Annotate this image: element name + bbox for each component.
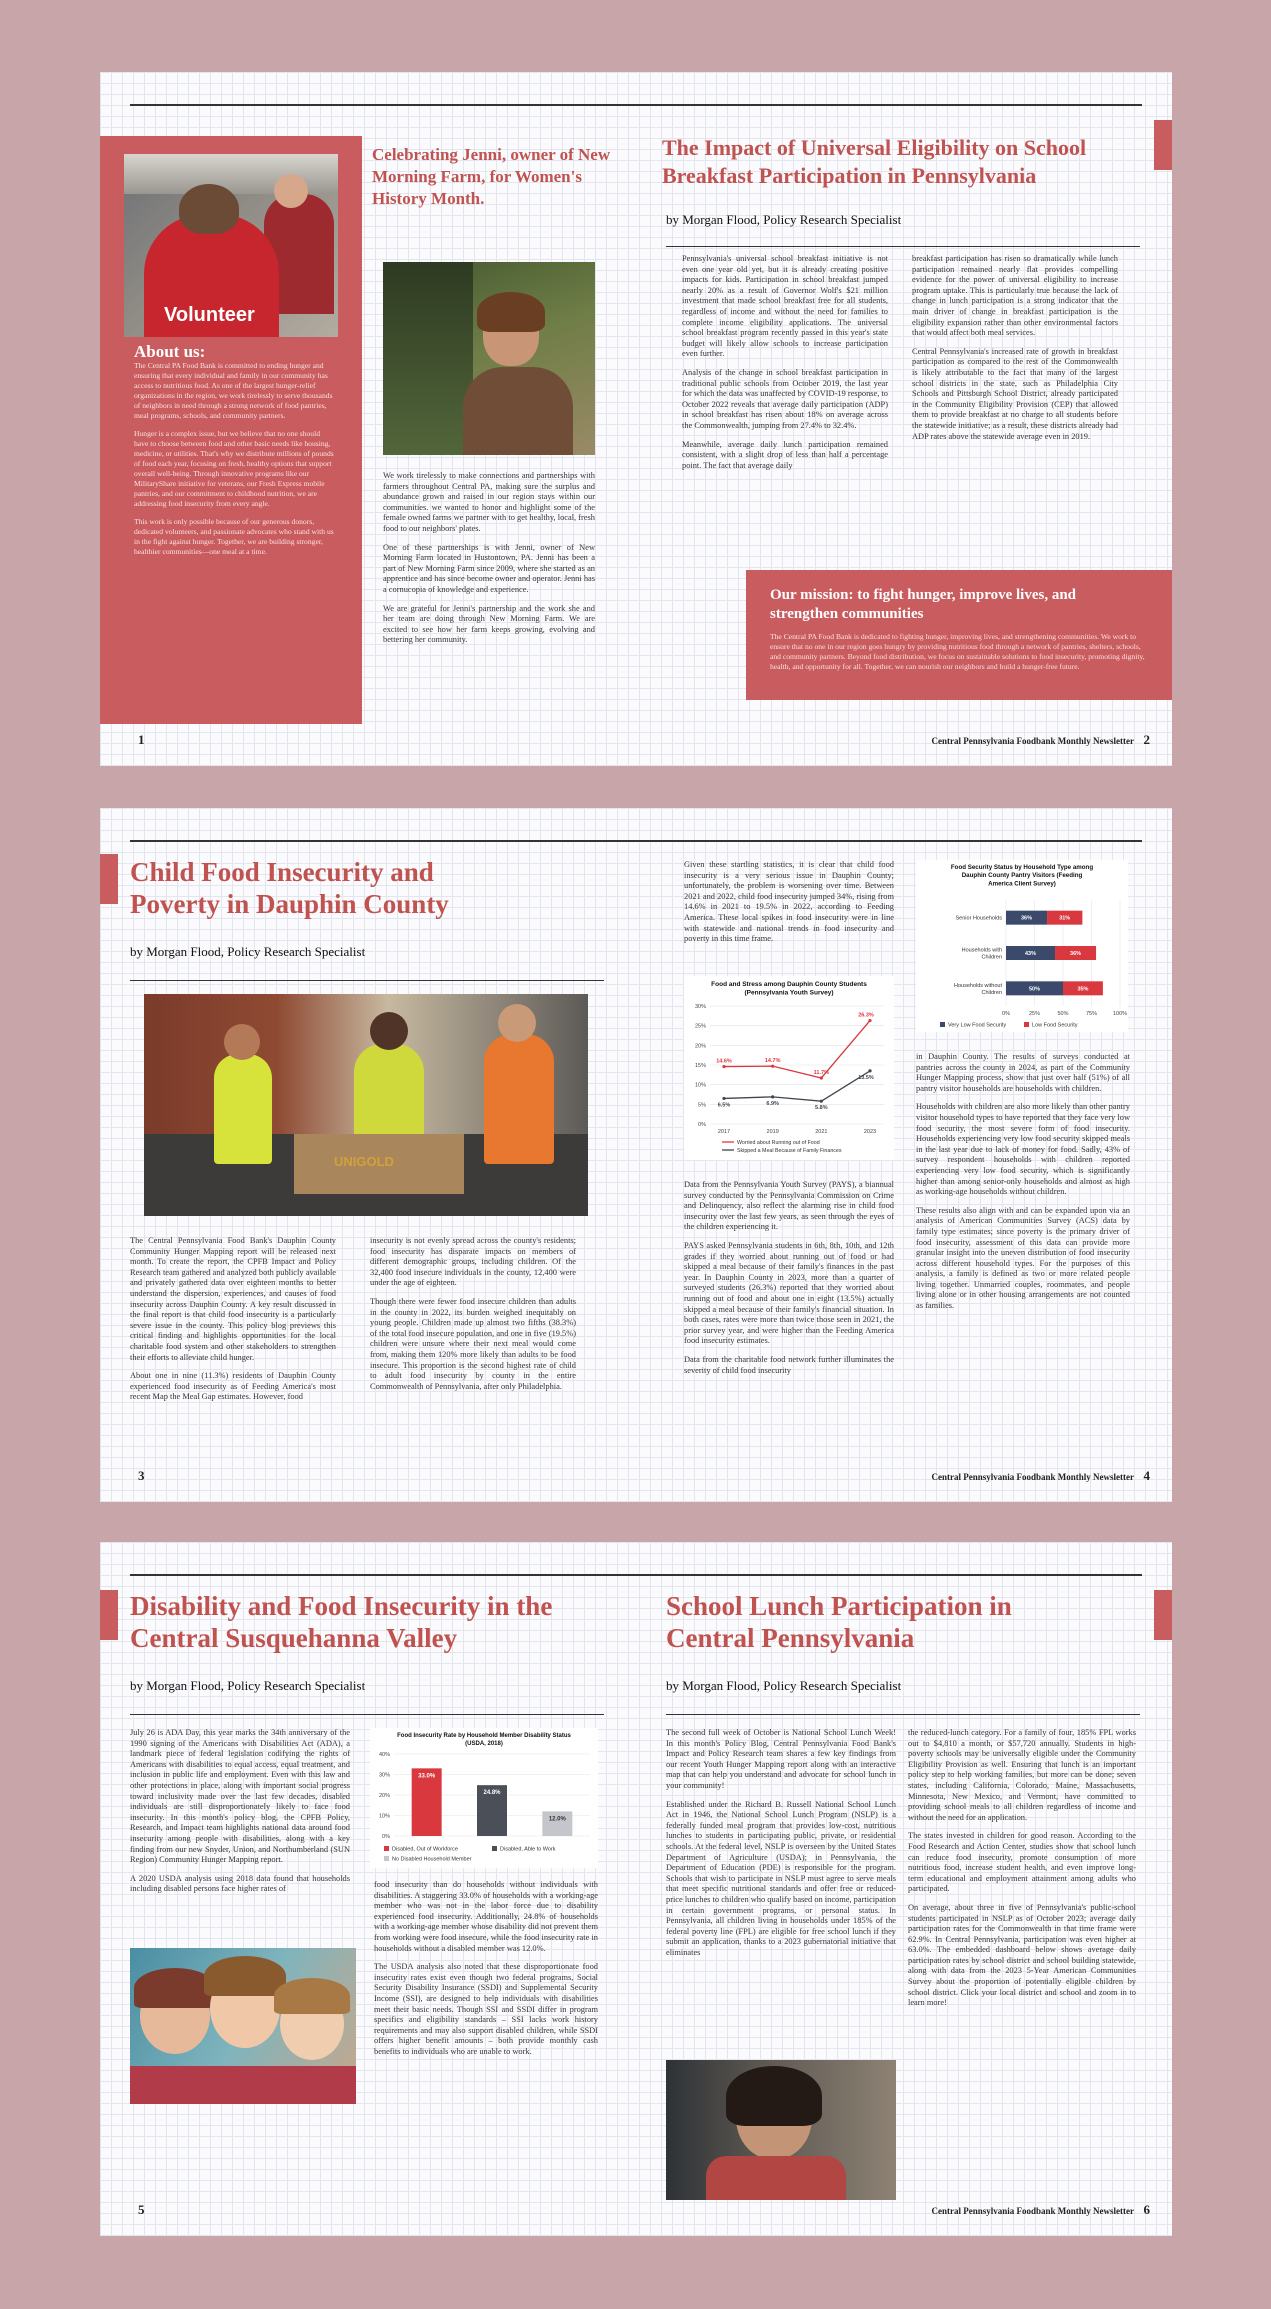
line-chart-x-tick: 2017 [717,1129,731,1135]
line-point [722,1097,725,1100]
about-paragraph-1: The Central PA Food Bank is committed to ending hunger and ensuring that every individual and family in our community has access to nutritious food. As one of the largest hunger-relief organizations in the region, we work tirelessly to serve thousands of neighbors in need through a strong network of food pantries, meal programs, schools, and community partners. [134,361,333,420]
line-chart-y-tick: 30% [694,1004,706,1010]
food-security-household-chart [916,860,1128,1032]
school-lunch-article-title: School Lunch Participation in Central Pennsylvania [666,1591,1012,1653]
newsletter-footer: Central Pennsylvania Foodbank Monthly Newsletter [931,736,1134,746]
line-series-2 [724,1071,870,1101]
vbar-y-tick: 20% [378,1793,390,1799]
col4-paragraph-3: These results also align with and can be expanded upon via an analysis of American Communities Survey (ACS) data by family type estimates; since poverty is the primary driver of food insecurity, assessment of this data can provide more granular insight into the uneven distribution of food insecurity across different household types. For the purposes of this analysis, a family is defined as two or more related people living together. Unmarried couples, roommates, and people living alone or in other housing arrangements are not counted as families. [916,1205,1130,1311]
jenni-heading: Celebrating Jenni, owner of New Morning Farm, for Women's History Month. [372,145,611,208]
vbar-legend-swatch [384,1846,389,1851]
about-heading: About us: [134,342,206,361]
red-tab-accent [1154,120,1172,170]
article-title: Child Food Insecurity and Poverty in Dauphin County [130,857,449,919]
vbar-bar [542,1811,572,1836]
hbar-category-label: Senior Households [955,915,1002,922]
stacked-bar-chart-svg [916,860,1128,1032]
mission-text: The Central PA Food Bank is dedicated to fighting hunger, improving lives, and strengthening communities. We work to ensure that no one in our region goes hungry by providing nutritious food through a network of pantries, shelters, schools, and community partners. Beyond food distribution, we focus on sustainable solutions to food insecurity, promoting dignity, health, and opportunity for all. Together, we can nourish our neighbors and build a hunger-free future. [770,632,1145,671]
article-byline: by Morgan Flood, Policy Research Specialist [130,944,366,959]
line-chart-y-tick: 0% [698,1122,706,1128]
article-col2-paragraph-1: breakfast participation has risen so dramatically while lunch participation remained nearly flat provides compelling evidence for the power of universal eligibility to increase program uptake. This is particularly true because the lack of change in lunch participation is a strong indicator that the main driver of change in breakfast participation is the eligibility expansion rather than other environmental factors that would affect both meal services. [912,254,1118,338]
hbar-category-label: Households without [953,982,1002,989]
hbar-x-tick: 0% [1002,1011,1010,1017]
line-point [820,1100,823,1103]
col3-paragraph-2: Data from the Pennsylvania Youth Survey (PAYS), a biannual survey conducted by the Pennsylvania Commission on Crime and Delinquency, also reflect the alarming rise in child food insecurity over the last few years, as seen through the eyes of the children experiencing it. [684,1180,894,1232]
article-title: The Impact of Universal Eligibility on School Breakfast Participation in Pennsylvania [662,135,1087,188]
jenni-photo [383,262,595,455]
line-legend-label: Worried about Running out of Food [737,1140,820,1146]
mission-heading: Our mission: to fight hunger, improve lives, and strengthen communities [770,587,1077,622]
line-chart-y-tick: 10% [694,1082,706,1089]
vbar-legend-swatch [492,1846,497,1851]
disability-col1-paragraph-2: A 2020 USDA analysis using 2018 data found that households including disabled persons face higher rates of [130,1873,350,1894]
hbar-data-label: 36% [1070,951,1082,957]
line-chart-title: (Pennsylvania Youth Survey) [744,989,834,997]
line-chart-y-tick: 20% [694,1043,706,1050]
page-number-2: 2 [1143,732,1150,747]
hbar-legend-label: Very Low Food Security [948,1022,1007,1029]
lunch-col2-paragraph-2: The states invested in children for good reason. According to the Food Research and Action Center, studies show that school lunch can reduce food insecurity, promote consumption of more nutritious food, increase student health, and even improve long-term educational and employment attainment among adults who participated. [908,1831,1136,1894]
line-chart-svg [684,976,894,1160]
col2-paragraph-2: Though there were fewer food insecure children than adults in the county in 2022, its burden weighed inequitably on young people. Children made up almost two fifths (38.3%) of the total food insecure population, and one in five (19.5%) children were unsure where their next meal would come from, making them 120% more likely than adults to be food insecure. This proportion is the second highest rate of child to adult food insecurity by county in the entire Commonwealth of Pennsylvania, after only Philadelphia. [370,1296,576,1391]
line-data-label: 13.5% [858,1074,874,1081]
line-data-label: 11.7% [813,1069,829,1076]
school-lunch-article-byline: by Morgan Flood, Policy Research Specialist [666,1678,902,1693]
hbar-legend-swatch [940,1022,945,1027]
disability-food-insecurity-chart [370,1728,598,1868]
col1-paragraph-2: About one in nine (11.3%) residents of Dauphin County experienced food insecurity as of Feeding America's most recent Map the Meal Gap estimates. However, food [130,1371,336,1402]
vbar-chart-title: Food Insecurity Rate by Household Member Disability Status [397,1733,571,1739]
disability-col2-paragraph-1: food insecurity than do households without individuals with disabilities. A staggering 33.0% of households with a working-age member who was not in the labor force due to disability experienced food insecurity. Additionally, 24.8% of households with a working-age member whose disability did not prevent them from working were food insecure, while the food insecurity rate in households without a disabled member was 12.0%. [374,1880,598,1953]
lunch-col1-paragraph-2: Established under the Richard B. Russell National School Lunch Act in 1946, the National School Lunch Program (NSLP) is a federally funded meal program that provides low-cost, nutritious lunches to students in participating public, private, or residential schools. At the federal level, NSLP is overseen by the United States Department of Agriculture (USDA); in Pennsylvania, the Department of Education (PDE) is responsible for the program. Schools that wish to participate in NSLP must agree to serve meals that meet specific nutritional standards and offer free or reduced-price lunches to children who qualify based on income, participation in certain government programs, or personal status. In Pennsylvania, all children living in households under 185% of the federal poverty line (FPL) are eligible for free school lunch if they submit an application, thanks to a 2023 gubernatorial initiative that eliminates [666,1799,896,1957]
newsletter-footer: Central Pennsylvania Foodbank Monthly Newsletter [931,1472,1134,1482]
red-tab-accent [100,854,118,904]
volunteer-shirt-text: Volunteer [164,304,255,326]
page-number-6: 6 [1143,2202,1150,2217]
article-col1-paragraph-1: Pennsylvania's universal school breakfast initiative is not even one year old yet, but it is already creating positive impacts for kids. Participation in school breakfast jumped nearly 20% as a result of Governor Wolf's $21 million investment that made school breakfast free for all students, regardless of income and without the need for families to complete income eligibility applications. The universal school breakfast program recently passed in this year's state budget will likely allow schools to increase participation even further. [682,254,888,359]
hbar-chart-title: America Client Survey) [988,880,1056,888]
article-col1-paragraph-2: Analysis of the change in school breakfast participation in traditional public schools from October 2019, the last year for which the data was unaffected by COVID-19 response, to October 2022 reveals that average daily participation (ADP) in school breakfast has risen about 18% on average across the Commonwealth, jumping from 27.4% to 32.4%. [682,367,888,430]
vbar-data-label: 12.0% [548,1816,566,1823]
line-point [868,1069,871,1072]
volunteer-photo [124,154,338,337]
child-at-lunch-table-photo [666,2060,896,2200]
disability-col1-paragraph-1: July 26 is ADA Day, this year marks the 34th anniversary of the 1990 signing of the Americans with Disabilities Act (ADA), a landmark piece of federal legislation codifying the rights of Americans with disabilities to equal access, equal treatment, and inclusion in public life and employment. Even with this law and other protections in place, along with important social progress toward inclusivity made over the last few decades, disabled individuals are still disproportionately likely to face food insecurity. In this month's policy blog, the CPFB Policy, Research, and Impact team highlights national data around food insecurity among people with disabilities, along with a key finding from our new Snyder, Union, and Northumberland (SUN Region) Community Hunger Mapping report. [130,1728,350,1865]
jenni-paragraph-2: One of these partnerships is with Jenni, owner of New Morning Farm located in Hustontown, PA. Jenni has been a part of New Morning Farm since 2009, where she started as an apprentice and has since become owner and operator. Jenni has a cornucopia of knowledge and experience. [383,542,595,594]
col1-paragraph-1: The Central Pennsylvania Food Bank's Dauphin County Community Hunger Mapping report will be released next month. To create the report, the CPFB Impact and Policy Research team gathered and analyzed both publicly available and privately gathered data over eighteen months to better understand the dispersion, experiences, and causes of food insecurity across Dauphin County. A key result discussed in the final report is that child food insecurity is a particularly severe issue in the county. This policy blog previews this critical finding and highlights opportunities for the local charitable food system and other stakeholders to strengthen their efforts to alleviate child hunger. [130,1236,336,1362]
hbar-legend-swatch [1024,1022,1029,1027]
spread-pages-1-2 [100,72,1172,766]
col3-paragraph-3: PAYS asked Pennsylvania students in 6th, 8th, 10th, and 12th grades if they worried about running out of food or had skipped a meal because of their family's finances in the past year. In Dauphin County in 2023, more than a quarter of surveyed students (26.3%) reported that they worried about running out of food and about one in eight (13.5%) actually skipped a meal because of their family's financial situation. In both cases, rates were more than twice those seen in 2021, the prior survey year, and were higher than the Feeding America food insecurity estimates. [684,1240,894,1346]
spread-pages-3-4 [100,808,1172,1502]
hbar-chart-title: Food Security Status by Household Type among [950,864,1094,871]
newsletter-footer: Central Pennsylvania Foodbank Monthly Newsletter [931,2206,1134,2216]
line-point [820,1076,823,1079]
line-legend-label: Skipped a Meal Because of Family Finances [737,1148,842,1154]
hbar-x-tick: 75% [1085,1011,1098,1017]
about-us-box [100,136,362,724]
top-rule [130,840,1142,842]
top-rule [130,1574,1142,1576]
vbar-chart-title: (USDA, 2018) [465,1741,503,1747]
mission-box [746,570,1172,700]
hbar-category-label: Households with [961,947,1002,954]
box-label-text: UNIGOLD [334,1154,394,1169]
vbar-data-label: 33.0% [418,1773,436,1780]
children-smiling-photo [130,1948,356,2104]
line-chart-x-tick: 2023 [863,1129,877,1135]
byline-rule-right [666,1714,1140,1715]
article-col2-paragraph-2: Central Pennsylvania's increased rate of growth in breakfast participation as compared to the rest of the Commonwealth is likely attributable to the fact that many of the largest school districts in the state, such as Philadelphia City Schools and Pittsburgh School District, already participated in the Community Eligibility Provision (CEP) that allowed them to provide breakfast at no charge to all students before the statewide initiative; as a result, these districts already had ADP rates above the statewide average even in 2019. [912,346,1118,441]
col3-paragraph-4: Data from the charitable food network further illuminates the severity of child food insecurity [684,1354,894,1375]
food-stress-line-chart [684,976,894,1160]
lunch-col2-paragraph-3: On average, about three in five of Pennsylvania's public-school students participated in NSLP as of October 2023; average daily participation rates for the Commonwealth in that time frame were 62.9%. In Central Pennsylvania, participation was even higher at 63.0%. The embedded dashboard below shows average daily participation rates by school district and school building statewide, along with data from the 2023 5-Year American Communities Survey about the proportion of potentially eligible children by school district. Click your local district and school and zoom in to learn more! [908,1902,1136,2008]
lunch-col2-paragraph-1: the reduced-lunch category. For a family of four, 185% FPL works out to $4,810 a month, or $57,720 annually. Students in high-poverty schools may be universally eligible under the Community Eligibility Provision as well. Ensuring that lunch is an important policy step to help working families, but more can be done; seven states, including California, Colorado, Maine, Massachusetts, Minnesota, New Mexico, and Vermont, have committed to providing school meals to all children regardless of income and without the need for an application. [908,1728,1136,1822]
hbar-x-tick: 50% [1057,1011,1069,1017]
vbar-legend-swatch [384,1856,389,1861]
line-point [722,1065,725,1068]
disability-article-title: Disability and Food Insecurity in the Central Susquehanna Valley [130,1591,553,1653]
line-series-1 [724,1021,870,1078]
jenni-paragraph-3: We are grateful for Jenni's partnership and the work she and her team are doing through New Morning Farm. We are excited to see how her farm keeps growing, evolving and bettering her community. [383,603,595,645]
vbar-y-tick: 10% [378,1813,390,1820]
hbar-chart-title: Dauphin County Pantry Visitors (Feeding [961,872,1083,880]
hbar-data-label: 36% [1021,915,1033,922]
line-data-label: 5.8% [815,1105,828,1112]
jenni-paragraph-1: We work tirelessly to make connections and partnerships with farmers throughout Central PA, making sure the surplus and abundance grown and raised in our region stays within our communities. we wanted to honor and highlight some of the female owned farms we partner with to get healthy, local, fresh food to our neighbors' plates. [383,471,595,533]
line-data-label: 14.6% [716,1058,732,1065]
vbar-legend-label: Disabled, Able to Work [500,1846,556,1853]
byline-rule [130,980,604,981]
line-chart-y-tick: 5% [698,1102,706,1109]
page-number-5: 5 [138,2202,145,2217]
hbar-category-label: Children [981,954,1002,961]
vbar-data-label: 24.8% [483,1790,501,1797]
red-tab-accent-left [100,1590,118,1640]
volunteers-sorting-food-photo [144,994,588,1216]
hbar-x-tick: 100% [1112,1011,1128,1017]
line-point [771,1065,774,1068]
top-rule [130,104,1142,106]
vbar-y-tick: 0% [382,1834,390,1840]
line-data-label: 14.7% [764,1058,781,1065]
hbar-legend-label: Low Food Security [1032,1022,1078,1029]
red-tab-accent-right [1154,1590,1172,1640]
col2-paragraph-1: insecurity is not evenly spread across the county's residents; food insecurity has disparate impacts on members of different demographic groups, including children. Of the 32,400 food insecure individuals in the county, 12,400 were under the age of eighteen. [370,1236,576,1288]
disability-col2-paragraph-2: The USDA analysis also noted that these disproportionate food insecurity rates exist even though two federal programs, Social Security Disability Insurance (SSDI) and Supplemental Security Income (SSI), are designed to help individuals with disabilities meet their basic needs. Though SSI and SSDI differ in program specifics and eligibility standards – SSI lacks work history requirements and may also support disabled children, while SSDI offers higher benefit amounts – both provide monthly cash benefits to individuals who are unable to work. [374,1962,598,2056]
spread-pages-5-6 [100,1542,1172,2236]
line-chart-title: Food and Stress among Dauphin County Students [711,981,867,988]
vbar-legend-label: No Disabled Household Member [392,1856,472,1863]
vbar-legend-label: Disabled, Out of Workforce [392,1846,458,1853]
hbar-data-label: 43% [1025,951,1037,957]
about-paragraph-3: This work is only possible because of our generous donors, dedicated volunteers, and passionate advocates who stand with us in the fight against hunger. Together, we are building stronger, healthier communities—one meal at a time. [134,517,334,556]
line-chart-y-tick: 25% [694,1023,706,1030]
line-point [868,1019,871,1022]
line-data-label: 6.9% [766,1100,779,1107]
line-data-label: 6.5% [717,1102,731,1109]
hbar-category-label: Children [981,989,1002,996]
page-number-4: 4 [1143,1468,1150,1483]
col4-paragraph-2: Households with children are also more likely than other pantry visitor household types to have reported that they face very low food security, the most severe form of food insecurity. Households experiencing very low food security skipped meals in the last year due to lack of money for food. Sadly, 43% of survey respondent households with children reported experiencing very low food security, which is significantly higher than among senior-only households and almost as high as working-age households without children. [916,1102,1130,1197]
page-number-1: 1 [138,732,145,747]
hbar-data-label: 31% [1059,915,1071,922]
col3-paragraph-1: Given these startling statistics, it is clear that child food insecurity is a very serious issue in Dauphin County; unfortunately, the problem is worsening over time. Between 2021 and 2022, child food insecurity jumped 34%, rising from 14.6% in 2021 to 19.5% in 2022, according to Feeding America. These local spikes in food insecurity were in line with statewide and national trends in food insecurity and poverty in this time frame. [684,860,894,944]
line-point [771,1095,774,1098]
line-data-label: 26.3% [858,1012,874,1019]
vbar-y-tick: 30% [378,1772,390,1779]
hbar-data-label: 35% [1077,986,1089,993]
bar-chart-svg [370,1728,598,1868]
page-number-3: 3 [138,1468,145,1483]
vbar-y-tick: 40% [378,1752,390,1758]
line-chart-y-tick: 15% [694,1063,706,1069]
line-chart-x-tick: 2021 [815,1129,828,1135]
article-byline: by Morgan Flood, Policy Research Specialist [666,212,902,227]
hbar-x-tick: 25% [1028,1011,1041,1017]
about-paragraph-2: Hunger is a complex issue, but we believe that no one should have to choose between food and other basic needs like housing, medicine, or utilities. That's why we distribute millions of pounds of food each year, focusing on fresh, healthy options that support overall well-being. Through innovative programs like our MilitaryShare initiative for veterans, our Fresh Express mobile pantries, and our commitment to childhood nutrition, we are addressing food insecurity from every angle. [134,429,334,508]
col4-paragraph-1: in Dauphin County. The results of surveys conducted at pantries across the county in 2024, as part of the Community Hunger Mapping process, show that just over half (51%) of all pantry visitor households are households with children. [916,1052,1130,1093]
disability-article-byline: by Morgan Flood, Policy Research Specialist [130,1678,366,1693]
hbar-data-label: 50% [1028,986,1041,993]
line-chart-x-tick: 2019 [766,1129,779,1135]
lunch-col1-paragraph-1: The second full week of October is National School Lunch Week! In this month's Policy Blog, Central Pennsylvania Food Bank's Impact and Policy Research team shares a few key findings from our recent Youth Hunger Mapping report along with an interactive map that can help you understand and advocate for school lunch in your community! [666,1728,896,1790]
byline-rule [666,246,1140,247]
article-col1-paragraph-3: Meanwhile, average daily lunch participation remained consistent, with a slight drop of less than half a percentage point. The fact that average daily [682,439,888,470]
byline-rule-left [130,1714,604,1715]
